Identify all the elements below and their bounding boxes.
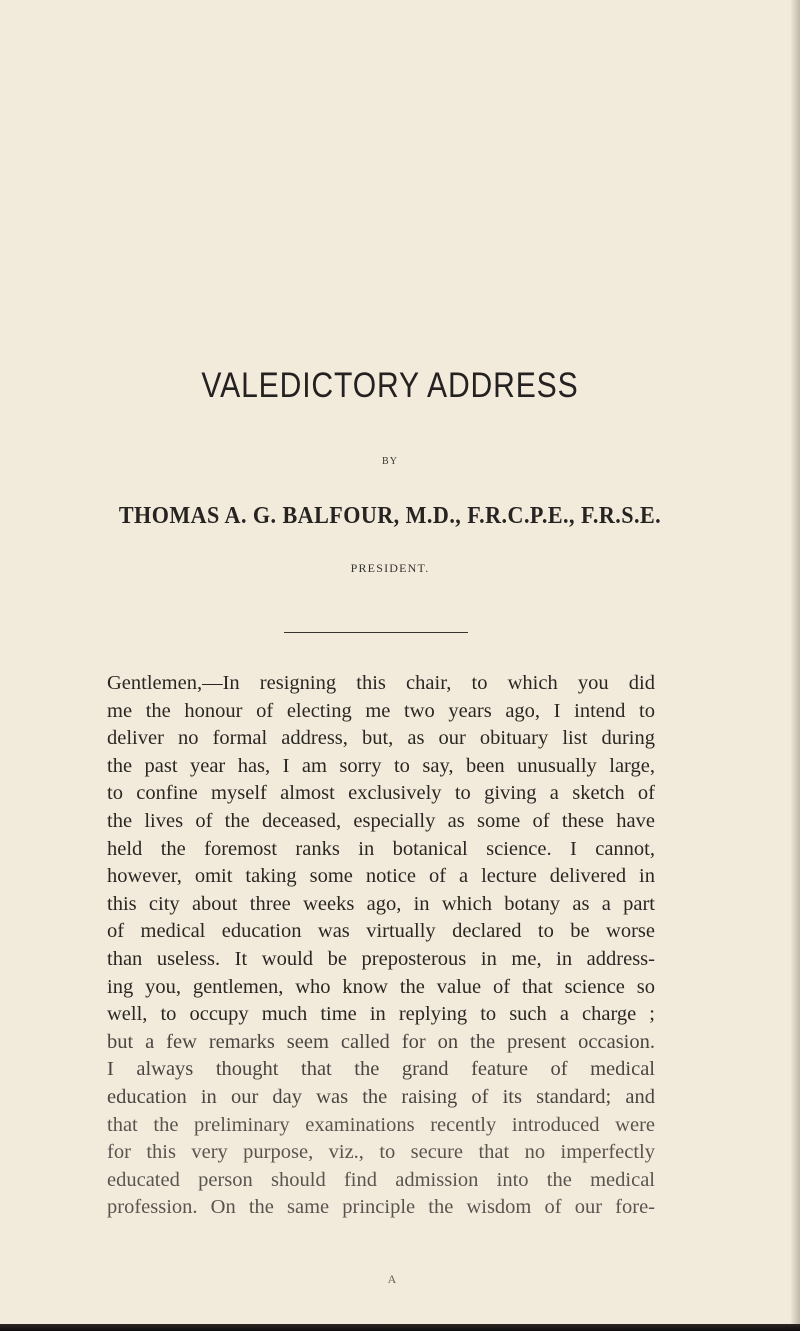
body-line: the past year has, I am sorry to say, been unusually large, xyxy=(107,754,655,777)
body-line: ing you, gentlemen, who know the value of that science so xyxy=(107,975,655,998)
address-title: VALEDICTORY ADDRESS xyxy=(201,366,579,405)
body-line: that the preliminary examinations recently introduced were xyxy=(107,1113,655,1136)
body-line: education in our day was the raising of its standard; and xyxy=(107,1085,655,1108)
body-line: however, omit taking some notice of a lecture delivered in xyxy=(107,865,655,888)
page-edge-shadow xyxy=(790,0,800,1331)
body-line: me the honour of electing me two years ago, I intend to xyxy=(107,699,655,722)
body-line: to confine myself almost exclusively to giving a sketch of xyxy=(107,782,655,805)
body-line: educated person should find admission into the medical xyxy=(107,1168,655,1191)
body-line: but a few remarks seem called for on the present occasion. xyxy=(107,1030,655,1053)
body-line: than useless. It would be preposterous in me, in address- xyxy=(107,947,655,970)
body-line: for this very purpose, viz., to secure that no imperfectly xyxy=(107,1141,655,1164)
author-name: THOMAS A. G. BALFOUR, M.D., F.R.C.P.E., F.R.S.E. xyxy=(118,503,662,529)
body-line: deliver no formal address, but, as our obituary list during xyxy=(107,727,655,750)
body-line: well, to occupy much time in replying to such a charge ; xyxy=(107,1003,655,1026)
author-role: PRESIDENT. xyxy=(350,561,430,575)
body-line: this city about three weeks ago, in which botany as a part xyxy=(107,892,655,915)
body-line: the lives of the deceased, especially as some of these have xyxy=(107,809,655,832)
body-text xyxy=(107,670,655,1222)
body-line: profession. On the same principle the wisdom of our fore- xyxy=(107,1196,655,1219)
body-line: of medical education was virtually declared to be worse xyxy=(107,920,655,943)
separator-rule xyxy=(284,632,468,633)
signature-mark: A xyxy=(387,1272,397,1286)
page-bottom-edge xyxy=(0,1324,800,1331)
body-line: I always thought that the grand feature of medical xyxy=(107,1058,655,1081)
by-line: BY xyxy=(382,456,398,467)
body-line: Gentlemen,—In resigning this chair, to which you did xyxy=(107,672,655,694)
body-line: held the foremost ranks in botanical science. I cannot, xyxy=(107,837,655,860)
